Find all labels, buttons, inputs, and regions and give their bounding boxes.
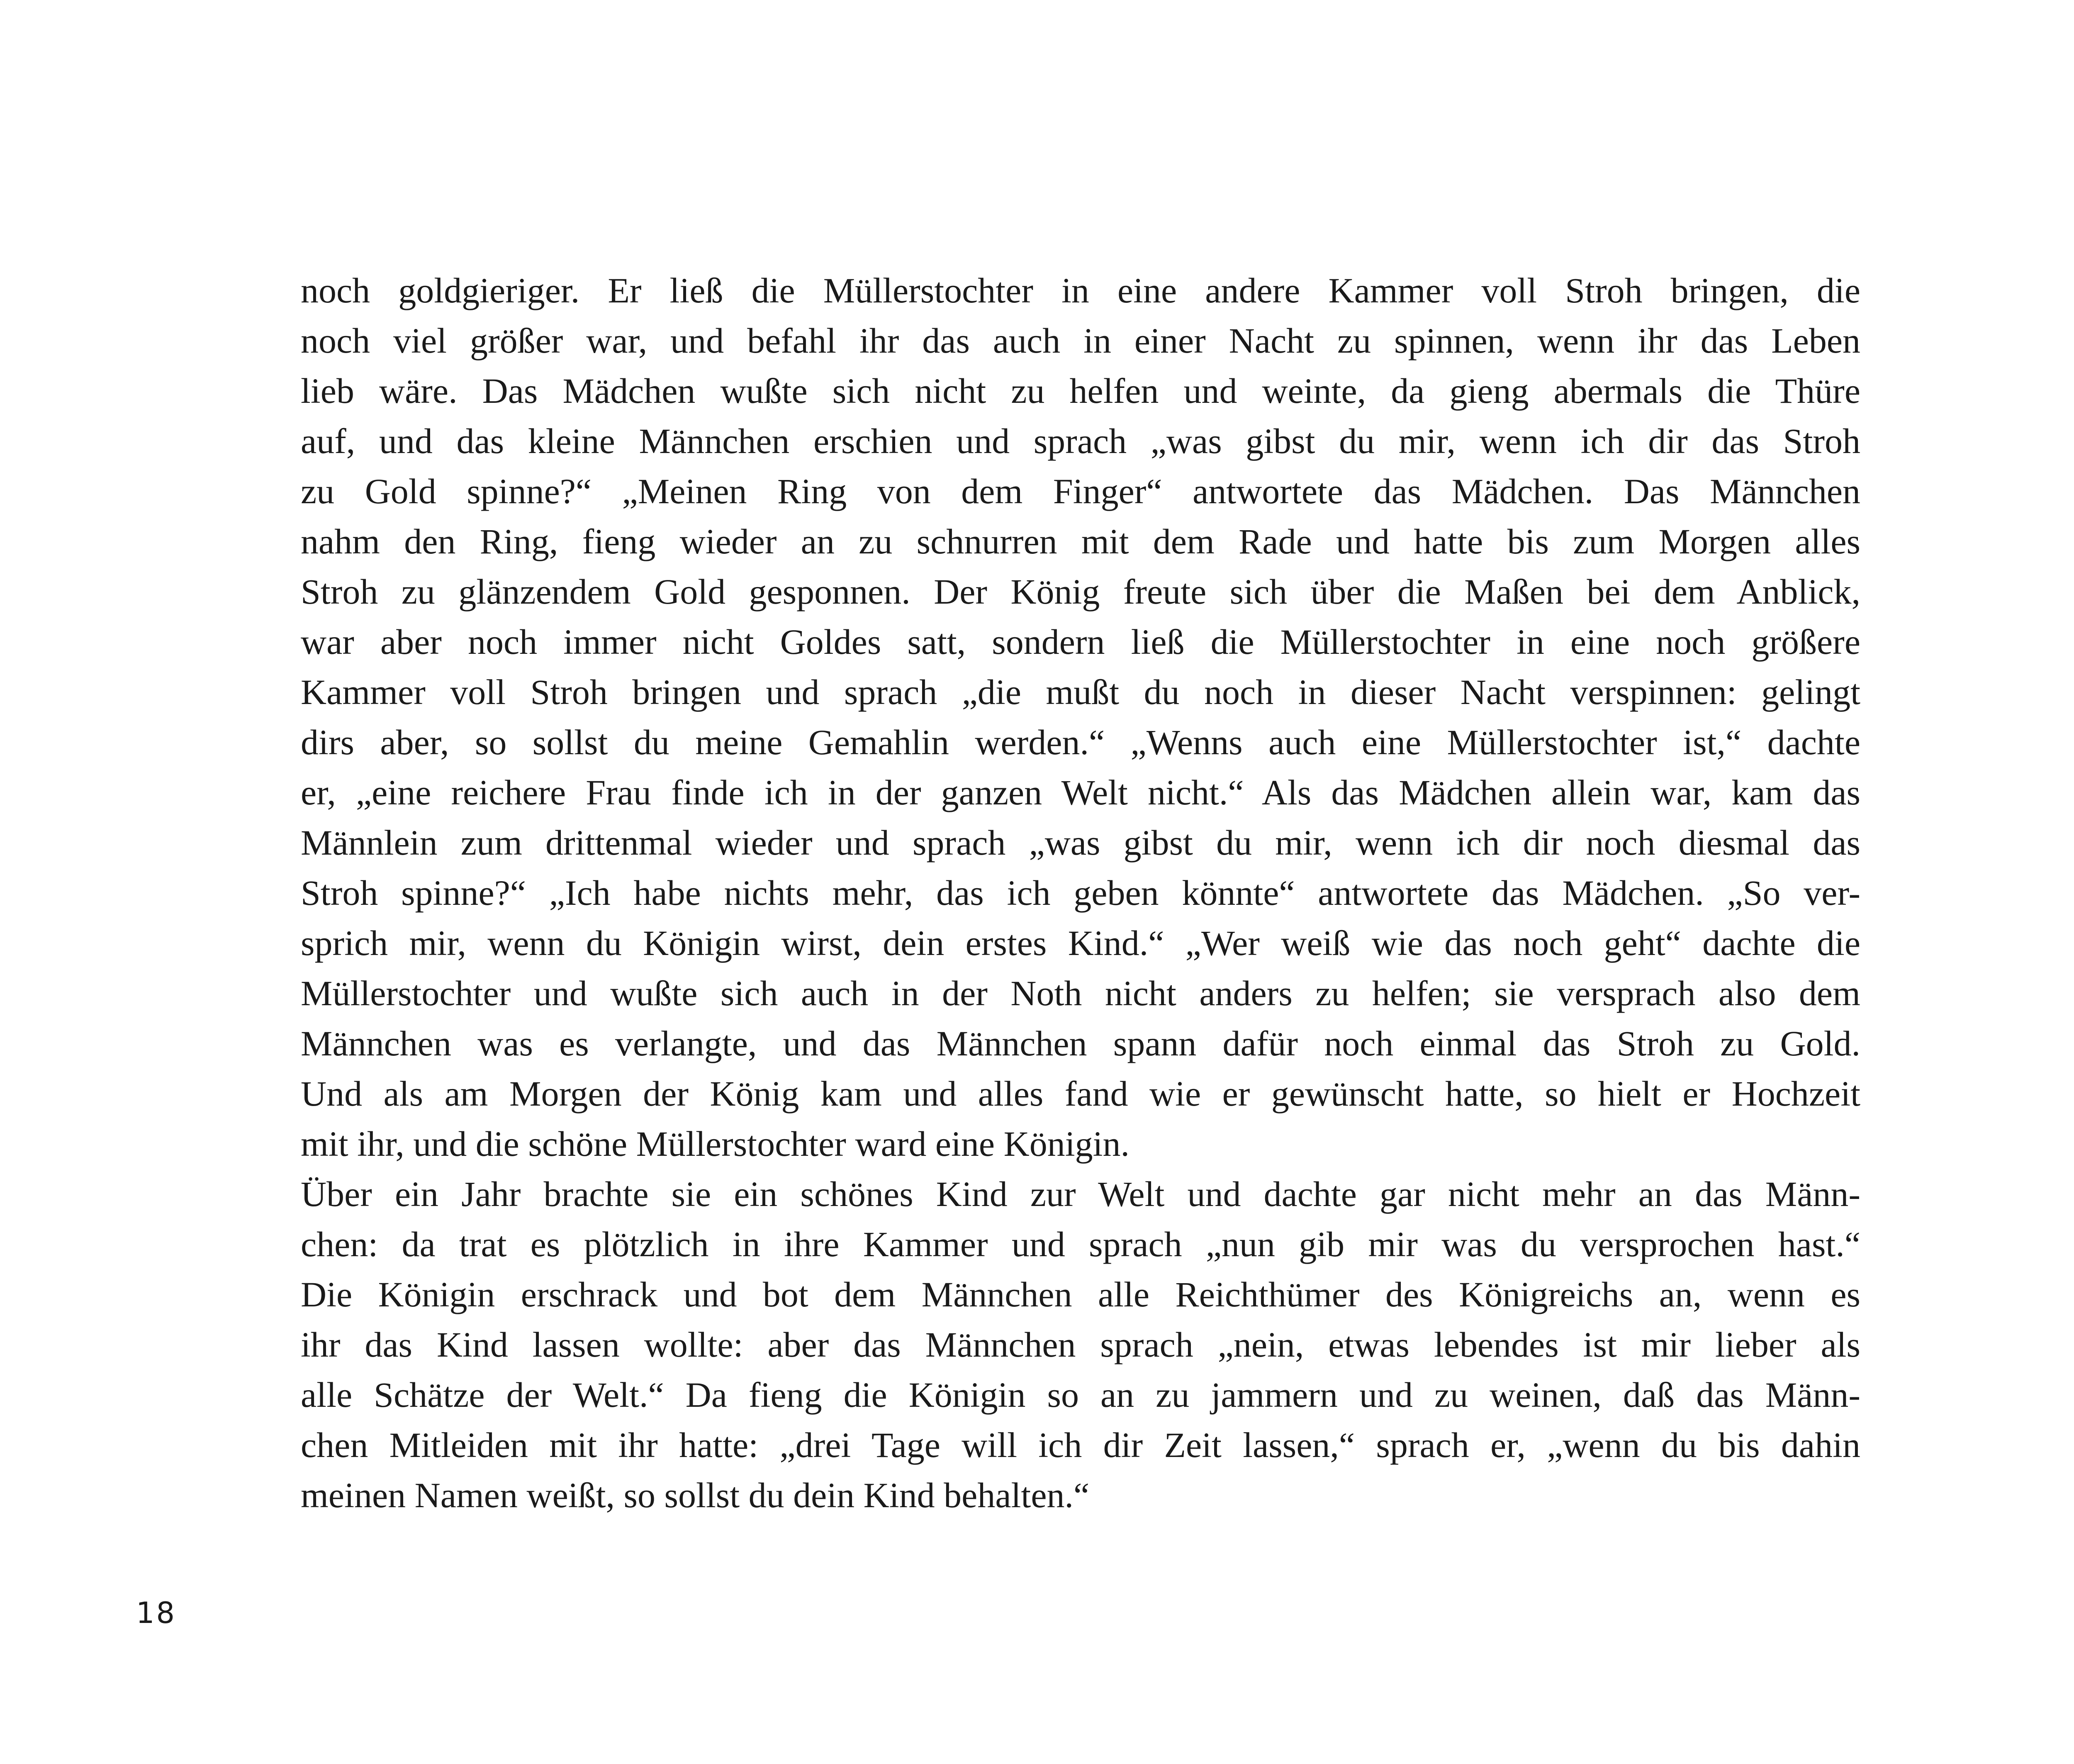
text-line: Stroh zu glänzendem Gold gesponnen. Der König freute sich über die Maßen bei dem Anblick, xyxy=(301,572,1860,612)
paragraph-1 xyxy=(301,266,1860,1169)
text-line: Stroh spinne?“ „Ich habe nichts mehr, das ich geben könnte“ antwortete das Mädchen. „So ver- xyxy=(301,873,1860,913)
text-line: Müllerstochter und wußte sich auch in der Noth nicht anders zu helfen; sie versprach also dem xyxy=(301,973,1860,1013)
text-line: Männchen was es verlangte, und das Männchen spann dafür noch einmal das Stroh zu Gold. xyxy=(301,1023,1860,1063)
text-line: chen Mitleiden mit ihr hatte: „drei Tage will ich dir Zeit lassen,“ sprach er, „wenn du bis dahin xyxy=(301,1425,1860,1465)
text-line: Über ein Jahr brachte sie ein schönes Kind zur Welt und dachte gar nicht mehr an das Männ- xyxy=(301,1174,1860,1214)
text-line: dirs aber, so sollst du meine Gemahlin werden.“ „Wenns auch eine Müllerstochter ist,“ dachte xyxy=(301,722,1860,762)
text-line: Männlein zum drittenmal wieder und sprach „was gibst du mir, wenn ich dir noch diesmal das xyxy=(301,823,1860,863)
text-line: noch viel größer war, und befahl ihr das auch in einer Nacht zu spinnen, wenn ihr das Leben xyxy=(301,321,1860,361)
text-line: er, „eine reichere Frau finde ich in der ganzen Welt nicht.“ Als das Mädchen allein war, kam das xyxy=(301,772,1860,812)
text-line: auf, und das kleine Männchen erschien und sprach „was gibst du mir, wenn ich dir das Stroh xyxy=(301,421,1860,461)
paragraph-2 xyxy=(301,1169,1860,1520)
body-text xyxy=(301,266,1860,1520)
text-line: Die Königin erschrack und bot dem Männchen alle Reichthümer des Königreichs an, wenn es xyxy=(301,1274,1860,1314)
text-line: meinen Namen weißt, so sollst du dein Kind behalten.“ xyxy=(301,1475,1090,1515)
text-line: zu Gold spinne?“ „Meinen Ring von dem Finger“ antwortete das Mädchen. Das Männchen xyxy=(301,471,1860,511)
text-line: ihr das Kind lassen wollte: aber das Männchen sprach „nein, etwas lebendes ist mir lieber als xyxy=(301,1325,1860,1364)
text-line: Kammer voll Stroh bringen und sprach „die mußt du noch in dieser Nacht verspinnen: gelingt xyxy=(301,672,1860,712)
text-line: alle Schätze der Welt.“ Da fieng die Königin so an zu jammern und zu weinen, daß das Männ- xyxy=(301,1375,1860,1415)
text-line: war aber noch immer nicht Goldes satt, sondern ließ die Müllerstochter in eine noch größere xyxy=(301,622,1860,662)
text-line: Und als am Morgen der König kam und alles fand wie er gewünscht hatte, so hielt er Hochzeit xyxy=(301,1074,1860,1113)
page-number: 18 xyxy=(136,1596,177,1630)
text-line: sprich mir, wenn du Königin wirst, dein erstes Kind.“ „Wer weiß wie das noch geht“ dachte die xyxy=(301,923,1860,963)
text-line: nahm den Ring, fieng wieder an zu schnurren mit dem Rade und hatte bis zum Morgen alles xyxy=(301,521,1860,561)
text-line: noch goldgieriger. Er ließ die Müllerstochter in eine andere Kammer voll Stroh bringen, die xyxy=(301,270,1860,310)
text-line: lieb wäre. Das Mädchen wußte sich nicht zu helfen und weinte, da gieng abermals die Thüre xyxy=(301,371,1860,411)
text-line: mit ihr, und die schöne Müllerstochter ward eine Königin. xyxy=(301,1124,1130,1164)
text-line: chen: da trat es plötzlich in ihre Kammer und sprach „nun gib mir was du versprochen hast.“ xyxy=(301,1224,1860,1264)
